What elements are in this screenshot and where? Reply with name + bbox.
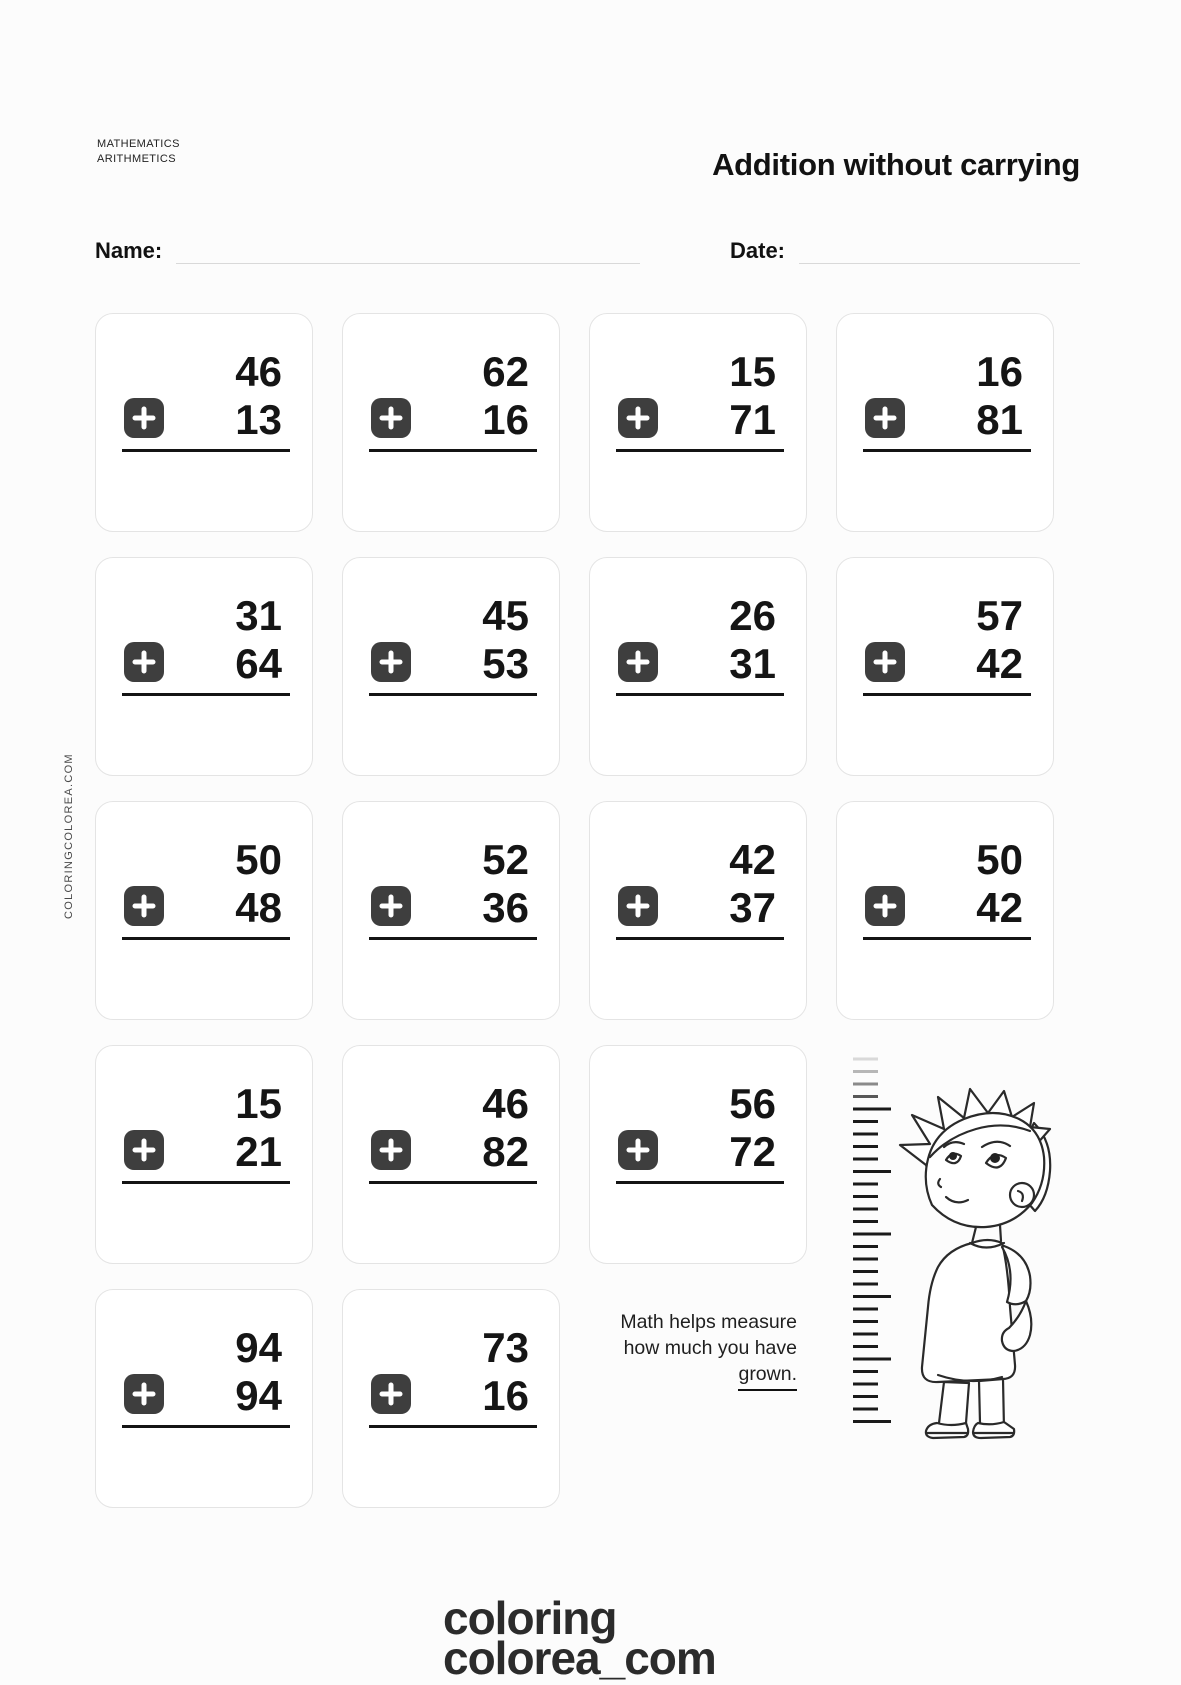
addend-bottom: 94: [235, 1372, 282, 1419]
addends: [729, 836, 776, 932]
page-title: Addition without carrying: [712, 147, 1080, 182]
plus-icon: [865, 642, 905, 682]
addends: [235, 348, 282, 444]
plus-icon: [618, 1130, 658, 1170]
problem-card: [95, 1289, 313, 1508]
answer-space: [863, 942, 1031, 1005]
addends: [482, 592, 529, 688]
answer-space: [369, 698, 537, 761]
addend-bottom: 82: [482, 1128, 529, 1175]
addends: [235, 1080, 282, 1176]
addends: [729, 1080, 776, 1176]
answer-line: [122, 1425, 290, 1428]
answer-line: [616, 449, 784, 452]
addend-bottom: 37: [729, 884, 776, 931]
name-blank-line: [176, 242, 640, 264]
addend-bottom: 36: [482, 884, 529, 931]
answer-space: [863, 698, 1031, 761]
problem-card: [342, 1289, 560, 1508]
category-line-2: ARITHMETICS: [97, 153, 176, 165]
logo-line-2: colorea_com: [443, 1632, 716, 1684]
addend-top: 50: [235, 836, 282, 883]
answer-space: [122, 942, 290, 1005]
ruler-and-boy-illustration: [836, 1045, 1054, 1508]
addend-bottom: 72: [729, 1128, 776, 1175]
addend-bottom: 53: [482, 640, 529, 687]
addend-bottom: 81: [976, 396, 1023, 443]
answer-space: [616, 942, 784, 1005]
date-field: [730, 238, 1080, 264]
answer-line: [122, 937, 290, 940]
answer-line: [369, 449, 537, 452]
answer-line: [616, 937, 784, 940]
addend-bottom: 48: [235, 884, 282, 931]
addend-bottom: 13: [235, 396, 282, 443]
addends: [235, 1324, 282, 1420]
answer-line: [122, 693, 290, 696]
problems-grid: [95, 313, 1054, 1508]
category-line-1: MATHEMATICS: [97, 138, 180, 150]
addend-top: 26: [729, 592, 776, 639]
problem-card: [589, 557, 807, 776]
plus-icon: [865, 886, 905, 926]
addend-top: 62: [482, 348, 529, 395]
addend-top: 52: [482, 836, 529, 883]
answer-line: [122, 449, 290, 452]
problem-card: [342, 557, 560, 776]
addend-bottom: 42: [976, 884, 1023, 931]
quote-line-2: how much you have: [623, 1337, 797, 1359]
problem-card: [589, 801, 807, 1020]
addend-top: 46: [482, 1080, 529, 1127]
answer-line: [616, 1181, 784, 1184]
addend-top: 42: [729, 836, 776, 883]
addend-top: 16: [976, 348, 1023, 395]
plus-icon: [371, 398, 411, 438]
addend-top: 31: [235, 592, 282, 639]
answer-space: [122, 454, 290, 517]
name-label: Name:: [95, 238, 163, 263]
addends: [482, 1080, 529, 1176]
answer-line: [616, 693, 784, 696]
answer-space: [369, 1430, 537, 1493]
addend-bottom: 31: [729, 640, 776, 687]
answer-line: [369, 937, 537, 940]
addend-bottom: 16: [482, 1372, 529, 1419]
addend-bottom: 16: [482, 396, 529, 443]
addend-top: 57: [976, 592, 1023, 639]
growth-illustration: [836, 1045, 1054, 1508]
answer-line: [863, 449, 1031, 452]
addend-bottom: 42: [976, 640, 1023, 687]
addends: [976, 836, 1023, 932]
boy-illustration: [900, 1089, 1050, 1438]
answer-space: [122, 1186, 290, 1249]
plus-icon: [371, 886, 411, 926]
addend-top: 56: [729, 1080, 776, 1127]
answer-line: [369, 1181, 537, 1184]
plus-icon: [371, 1130, 411, 1170]
date-blank-line: [799, 242, 1080, 264]
addends: [235, 592, 282, 688]
plus-icon: [618, 642, 658, 682]
addend-top: 15: [729, 348, 776, 395]
plus-icon: [371, 642, 411, 682]
addends: [976, 348, 1023, 444]
side-watermark: COLORINGCOLOREA.COM: [63, 753, 75, 919]
answer-line: [369, 1425, 537, 1428]
problem-card: [836, 313, 1054, 532]
quote-underlined-word: grown.: [738, 1361, 797, 1391]
name-field: [95, 238, 640, 264]
plus-icon: [124, 1130, 164, 1170]
answer-line: [863, 937, 1031, 940]
plus-icon: [124, 398, 164, 438]
addend-top: 45: [482, 592, 529, 639]
addends: [729, 592, 776, 688]
addend-bottom: 64: [235, 640, 282, 687]
plus-icon: [371, 1374, 411, 1414]
problem-card: [95, 801, 313, 1020]
quote-line-3: [589, 1361, 797, 1391]
answer-space: [369, 454, 537, 517]
addend-top: 94: [235, 1324, 282, 1371]
plus-icon: [124, 886, 164, 926]
plus-icon: [124, 1374, 164, 1414]
answer-space: [122, 698, 290, 761]
problem-card: [95, 313, 313, 532]
addends: [482, 348, 529, 444]
answer-space: [616, 1186, 784, 1249]
addend-bottom: 71: [729, 396, 776, 443]
plus-icon: [618, 886, 658, 926]
plus-icon: [618, 398, 658, 438]
answer-line: [122, 1181, 290, 1184]
addends: [235, 836, 282, 932]
worksheet-category: [97, 137, 180, 167]
answer-space: [616, 698, 784, 761]
problem-card: [589, 313, 807, 532]
plus-icon: [124, 642, 164, 682]
logo-line-1: coloring: [443, 1592, 617, 1644]
addend-bottom: 21: [235, 1128, 282, 1175]
answer-space: [122, 1430, 290, 1493]
date-label: Date:: [730, 238, 786, 263]
answer-line: [369, 693, 537, 696]
problem-card: [95, 1045, 313, 1264]
answer-line: [863, 693, 1031, 696]
addends: [729, 348, 776, 444]
answer-space: [863, 454, 1031, 517]
addends: [976, 592, 1023, 688]
addend-top: 15: [235, 1080, 282, 1127]
addend-top: 50: [976, 836, 1023, 883]
problem-card: [342, 313, 560, 532]
addends: [482, 1324, 529, 1420]
problem-card: [836, 557, 1054, 776]
quote-block: [589, 1289, 807, 1508]
answer-space: [369, 942, 537, 1005]
answer-space: [616, 454, 784, 517]
plus-icon: [865, 398, 905, 438]
addend-top: 46: [235, 348, 282, 395]
answer-space: [369, 1186, 537, 1249]
site-logo: [443, 1592, 716, 1684]
addends: [482, 836, 529, 932]
problem-card: [589, 1045, 807, 1264]
height-ruler-icon: [853, 1059, 891, 1422]
addend-top: 73: [482, 1324, 529, 1371]
problem-card: [342, 801, 560, 1020]
problem-card: [95, 557, 313, 776]
quote-line-1: Math helps measure: [620, 1311, 797, 1333]
problem-card: [342, 1045, 560, 1264]
problem-card: [836, 801, 1054, 1020]
